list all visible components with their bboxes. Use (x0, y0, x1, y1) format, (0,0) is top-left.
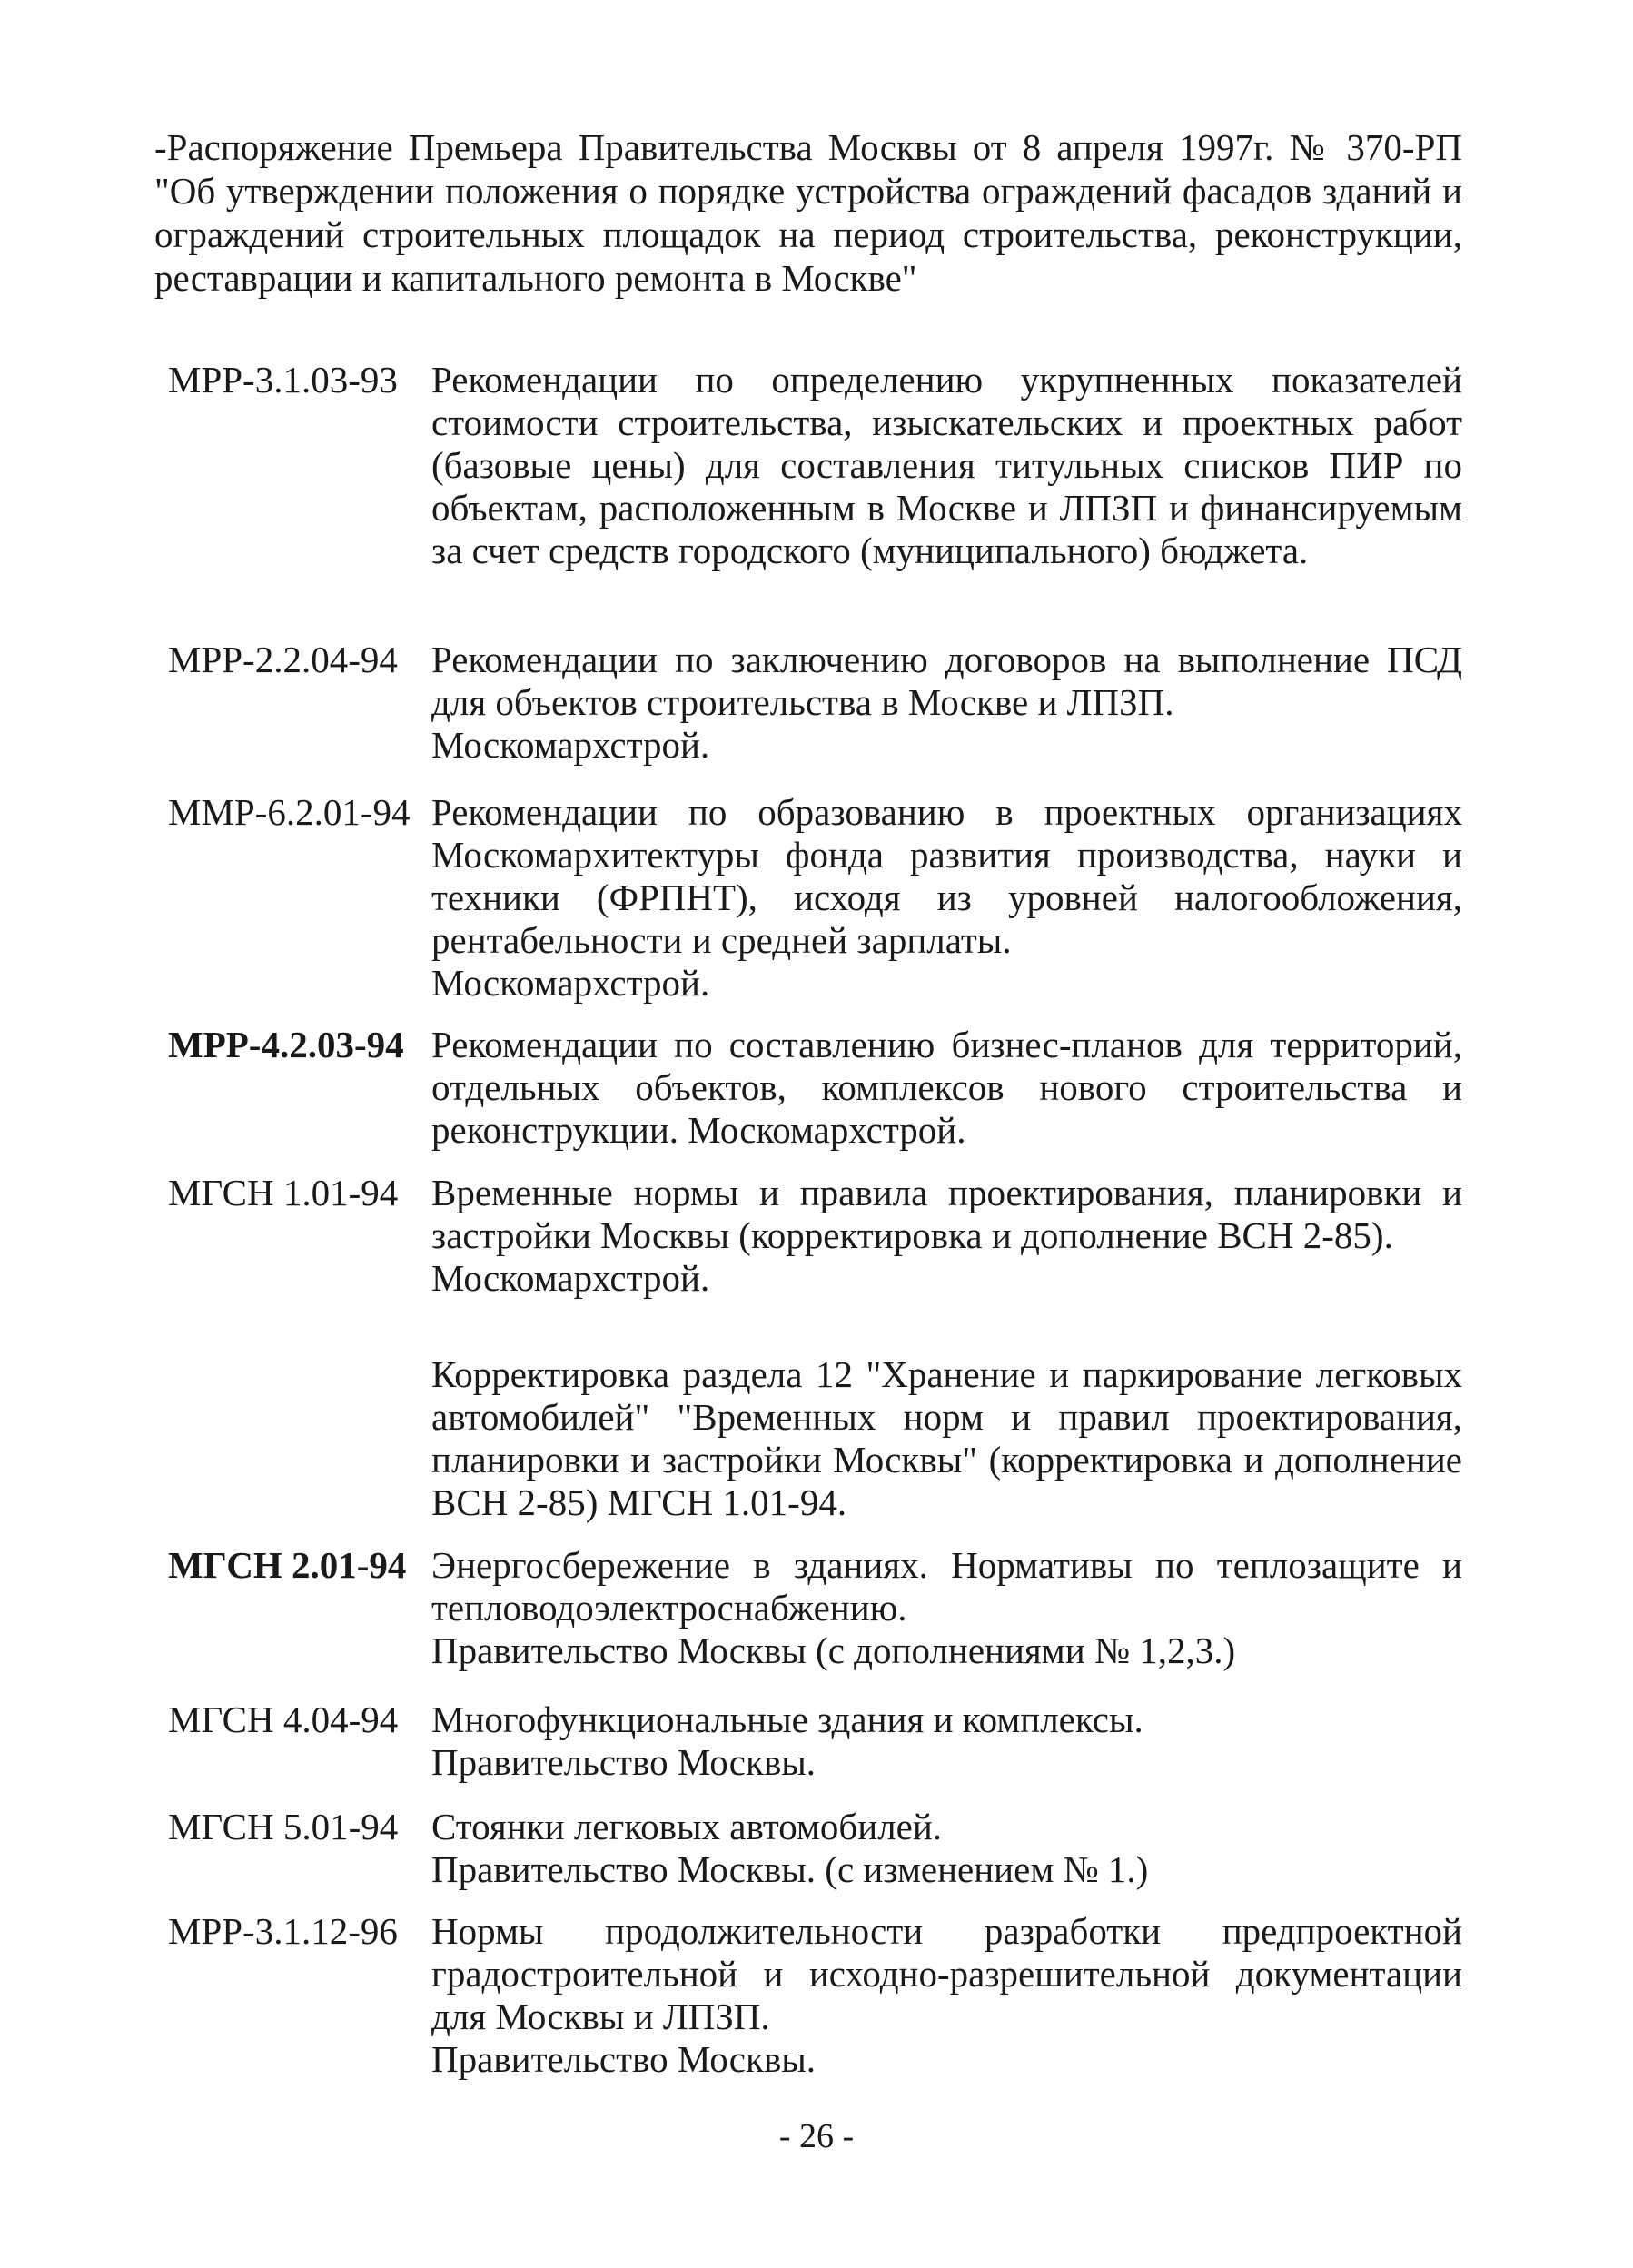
norm-organization: Правительство Москвы (с дополнениями № 1,2,3.) (431, 1629, 1236, 1671)
norm-code: МРР-3.1.12-96 (168, 1910, 398, 1952)
norm-code: МГСН 2.01-94 (168, 1544, 407, 1586)
norm-code: МГСН 5.01-94 (168, 1806, 399, 1847)
norm-code: МГСН 4.04-94 (168, 1699, 399, 1740)
norm-organization: Москомархстрой. (431, 724, 710, 766)
norm-code: МРР-4.2.03-94 (168, 1024, 404, 1065)
norm-code: МРР-3.1.03-93 (168, 359, 398, 401)
norm-entry (168, 1172, 1462, 1300)
norm-description: Рекомендации по составлению бизнес-планов для территорий, отдельных объектов, комплексов нового строительства и реконструкции. Москомархстрой. (431, 1024, 1462, 1151)
norm-entry (168, 359, 1462, 572)
norm-entry (168, 1699, 1462, 1784)
norm-description: Рекомендации по заключению договоров на выполнение ПСД для объектов строительства в Москве и ЛПЗП. (431, 639, 1462, 723)
norm-code: МГСН 1.01-94 (168, 1172, 399, 1213)
norm-entry (168, 1910, 1462, 2081)
norm-description: Нормы продолжительности разработки предпроектной градостроительной и исходно-разрешительной документации для Москвы и ЛПЗП. (431, 1910, 1462, 2037)
intro-paragraph (154, 125, 1462, 300)
intro-text: -Распоряжение Премьера Правительства Москвы от 8 апреля 1997г. № 370-РП "Об утверждении положения о порядке устройства ограждений фасадов зданий и ограждений строительных площадок на период строительства, реконструкции, реставрации и капитального ремонта в Москве" (154, 126, 1462, 299)
norm-organization: Правительство Москвы. (с изменением № 1.) (431, 1848, 1149, 1890)
norm-description: Стоянки легковых автомобилей. (431, 1806, 943, 1847)
norm-entry (168, 1806, 1462, 1891)
norm-organization: Москомархстрой. (431, 1257, 710, 1299)
norm-description: Рекомендации по определению укрупненных показателей стоимости строительства, изыскательских и проектных работ (базовые цены) для составления титульных списков ПИР по объектам, расположенным в Москве и ЛПЗП и финансируемым за счет средств городского (муниципального) бюджета. (431, 359, 1462, 571)
norm-organization: Правительство Москвы. (431, 2038, 816, 2080)
norm-code: МРР-2.2.04-94 (168, 639, 398, 680)
norm-entry (168, 1544, 1462, 1672)
norm-entry (168, 1024, 1462, 1152)
norm-description: Рекомендации по образованию в проектных организациях Москомархитектуры фонда развития производства, науки и техники (ФРПНТ), исходя из уровней налогообложения, рентабельности и средней зарплаты. (431, 791, 1462, 961)
norm-correction-note: Корректировка раздела 12 "Хранение и паркирование легковых автомобилей" "Временных норм и правил проектирования, планировки и застройки Москвы" (корректировка и дополнение ВСН 2-85) МГСН 1.01-94. (431, 1353, 1462, 1523)
norm-entry (168, 639, 1462, 767)
norm-description: Временные нормы и правила проектирования, планировки и застройки Москвы (корректировка и дополнение ВСН 2-85). (431, 1172, 1462, 1256)
norm-organization: Правительство Москвы. (431, 1741, 816, 1783)
norm-description: Энергосбережение в зданиях. Нормативы по теплозащите и тепловодоэлектроснабжению. (431, 1544, 1462, 1629)
norm-code: ММР-6.2.01-94 (168, 791, 411, 833)
norm-entry (168, 791, 1462, 1005)
page-number: - 26 - (778, 2117, 855, 2155)
norm-description: Многофункциональные здания и комплексы. (431, 1699, 1143, 1740)
norm-organization: Москомархстрой. (431, 962, 710, 1004)
